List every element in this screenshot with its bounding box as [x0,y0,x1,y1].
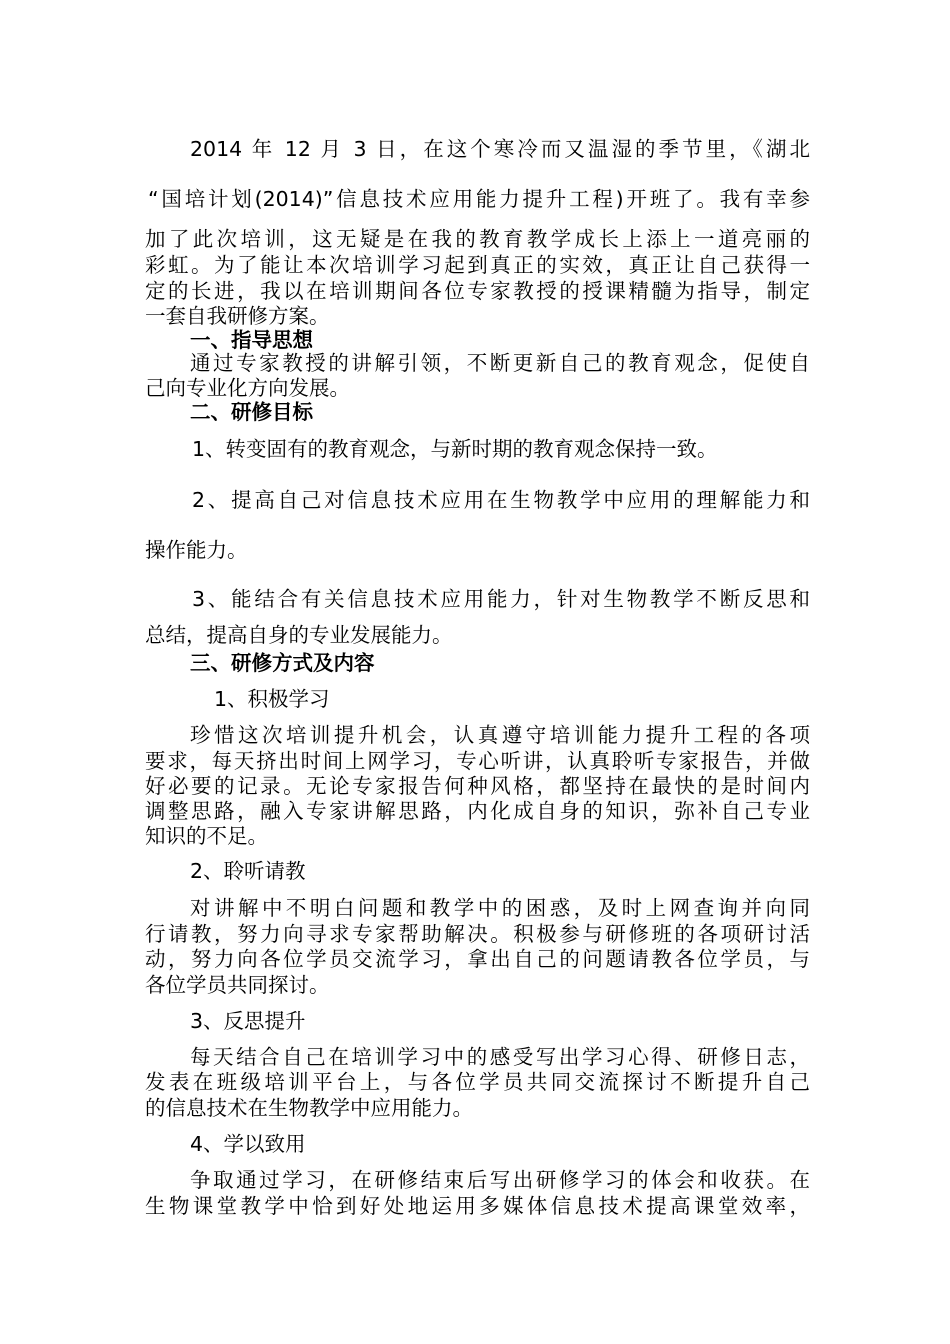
intro-line-6: 一套自我研修方案。 [145,304,330,328]
reflect-improve-line-1: 每天结合自己在培训学习中的感受写出学习心得、研修日志， [190,1045,810,1069]
goal-item-1: 1、转变固有的教育观念，与新时期的教育观念保持一致。 [192,437,718,461]
reflect-improve-line-3: 的信息技术在生物教学中应用能力。 [145,1096,473,1120]
apply-learning-line-2: 生物课堂教学中恰到好处地运用多媒体信息技术提高课堂效率， [145,1194,810,1218]
subheading-reflect-improve: 3、反思提升 [190,1009,306,1033]
active-learning-line-3: 好必要的记录。无论专家报告何种风格，都坚持在最快的是时间内 [145,774,810,798]
intro-line-4: 彩虹。为了能让本次培训学习起到真正的实效，真正让自己获得一 [145,253,810,277]
listen-consult-line-3: 动，努力向各位学员交流学习，拿出自己的问题请教各位学员，与 [145,947,810,971]
goal-item-2-line-2: 操作能力。 [145,538,248,562]
intro-line-1: 2014 年 12 月 3 日，在这个寒冷而又温湿的季节里，《湖北 [190,137,810,161]
goal-item-3-line-2: 总结，提高自身的专业发展能力。 [145,623,453,647]
listen-consult-line-2: 行请教，努力向寻求专家帮助解决。积极参与研修班的各项研讨活 [145,922,810,946]
subheading-listen-consult: 2、聆听请教 [190,859,306,883]
guiding-line-2: 己向专业化方向发展。 [145,376,350,400]
section-heading-methods: 三、研修方式及内容 [190,651,375,675]
guiding-line-1: 通过专家教授的讲解引领，不断更新自己的教育观念，促使自 [190,351,810,375]
apply-learning-line-1: 争取通过学习，在研修结束后写出研修学习的体会和收获。在 [190,1168,810,1192]
subheading-apply-learning: 4、学以致用 [190,1132,306,1156]
active-learning-line-2: 要求，每天挤出时间上网学习，专心听讲，认真聆听专家报告，并做 [145,749,810,773]
intro-line-3: 加了此次培训，这无疑是在我的教育教学成长上添上一道亮丽的 [145,227,810,251]
active-learning-line-4: 调整思路，融入专家讲解思路，内化成自身的知识，弥补自己专业 [145,799,810,823]
subheading-active-learning: 1、积极学习 [214,687,330,711]
active-learning-line-5: 知识的不足。 [145,824,268,848]
section-heading-goals: 二、研修目标 [190,400,313,424]
section-heading-guiding-thought: 一、指导思想 [190,328,313,352]
listen-consult-line-1: 对讲解中不明白问题和教学中的困惑，及时上网查询并向同 [190,896,810,920]
reflect-improve-line-2: 发表在班级培训平台上，与各位学员共同交流探讨不断提升自己 [145,1070,810,1094]
goal-item-2-line-1: 2、提高自己对信息技术应用在生物教学中应用的理解能力和 [192,488,810,512]
listen-consult-line-4: 各位学员共同探讨。 [145,973,330,997]
intro-line-2: “国培计划(2014)”信息技术应用能力提升工程)开班了。我有幸参 [148,187,810,211]
active-learning-line-1: 珍惜这次培训提升机会，认真遵守培训能力提升工程的各项 [190,723,810,747]
intro-line-5: 定的长进，我以在培训期间各位专家教授的授课精髓为指导，制定 [145,279,810,303]
goal-item-3-line-1: 3、能结合有关信息技术应用能力，针对生物教学不断反思和 [192,587,810,611]
